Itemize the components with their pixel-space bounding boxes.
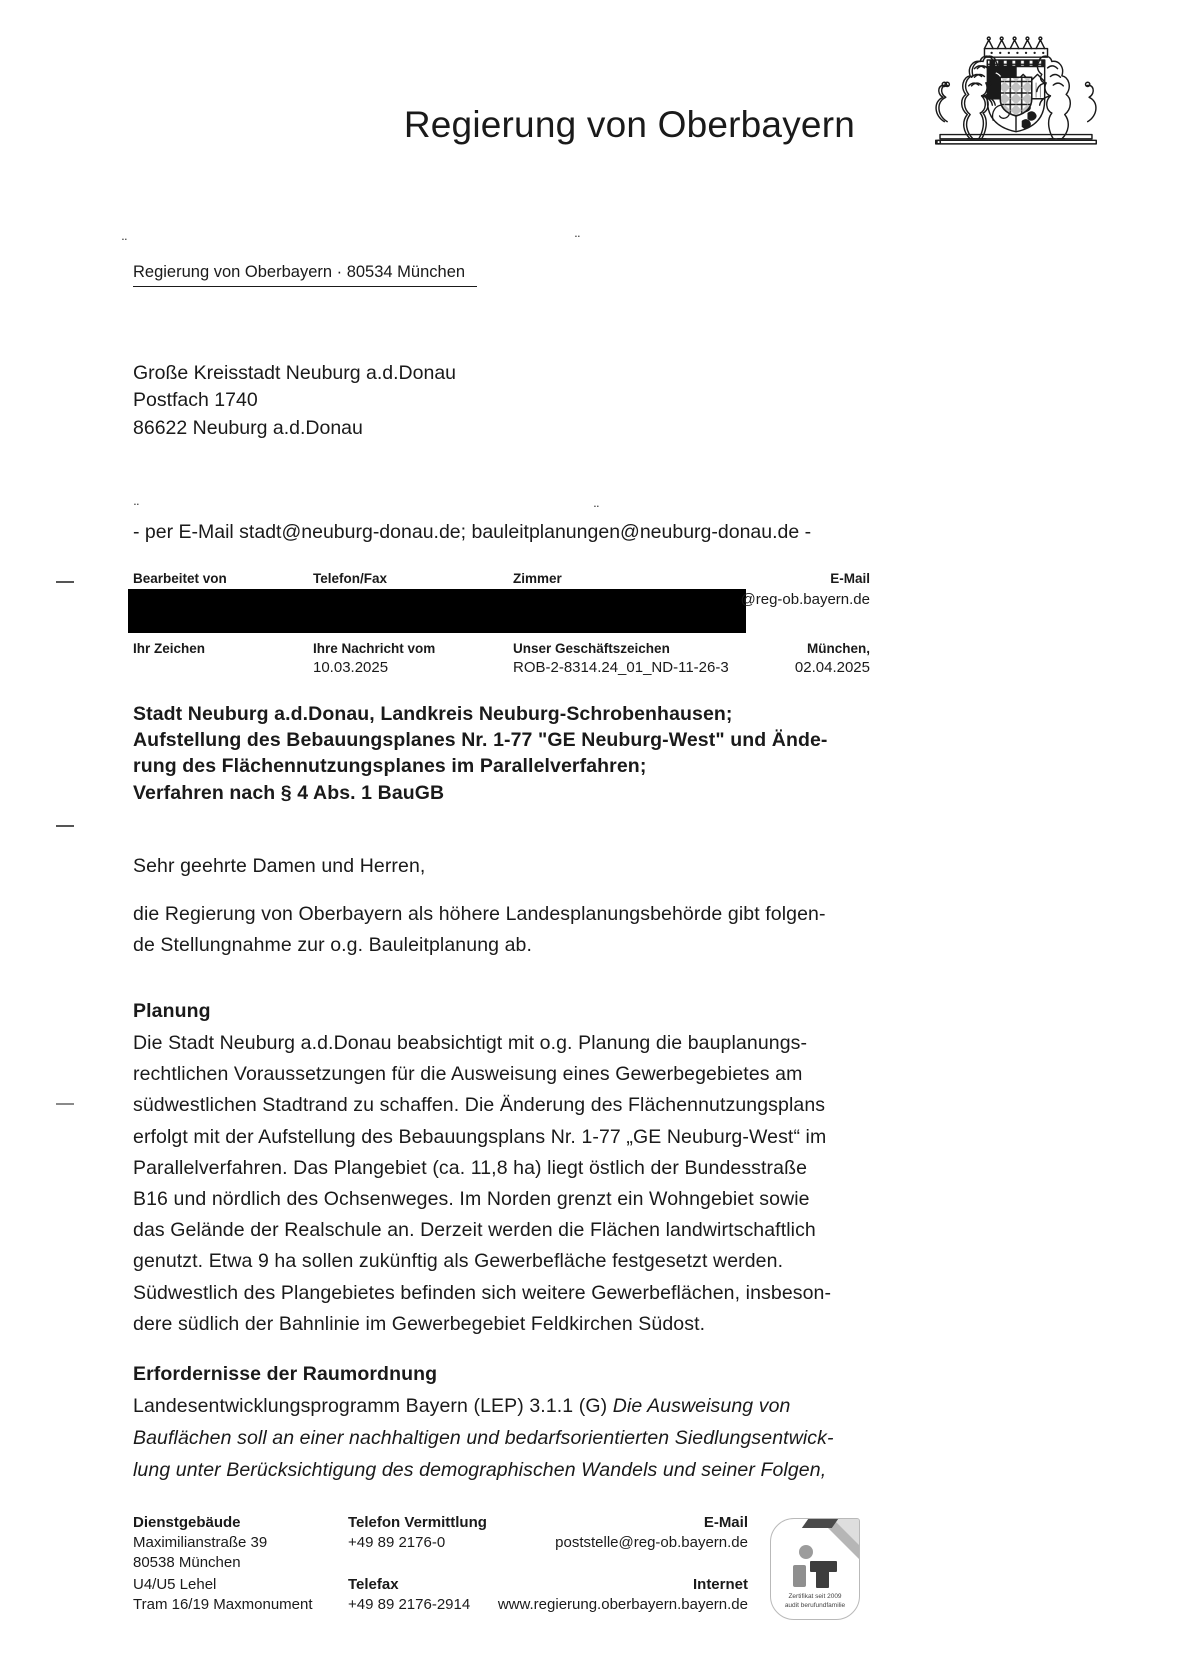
ref-value-geschaeftszeichen: ROB-2-8314.24_01_ND-11-26-3 [513,659,729,676]
sender-return-address: Regierung von Oberbayern · 80534 München [133,263,477,287]
contact-header-email: E-Mail [830,571,870,586]
scan-artifact-mark: ¨ [134,501,139,518]
fold-mark [56,825,74,827]
paragraph-line: südwestlichen Stadtrand zu schaffen. Die Änderung des Flächennutzungsplans [133,1094,826,1117]
bavarian-coat-of-arms-icon [930,30,1102,156]
paragraph-line: Die Stadt Neuburg a.d.Donau beabsichtigt mit o.g. Planung die bauplanungs- [133,1032,808,1054]
contact-header-zimmer: Zimmer [513,571,562,586]
paragraph-line: genutzt. Etwa 9 ha sollen zukünftig als Gewerbefläche festgesetzt werden. [133,1250,784,1273]
paragraph-line: erfolgt mit der Aufstellung des Bebauungsplans Nr. 1-77 „GE Neuburg-West“ im [133,1125,827,1148]
intro-paragraph [133,899,826,961]
subject-block [133,701,828,806]
lep-reference: Landesentwicklungsprogramm Bayern (LEP) 3.1.1 (G) [133,1395,613,1417]
badge-person-body-right [816,1561,829,1588]
footer-line: U4/U5 Lehel [133,1576,217,1593]
section-heading-planung: Planung [133,1000,211,1022]
recipient-line: 86622 Neuburg a.d.Donau [133,416,363,439]
recipient-address [133,360,456,442]
scan-artifact-mark: ¨ [594,503,599,520]
paragraph-line: das Gelände der Realschule an. Derzeit werden die Flächen landwirtschaftlich [133,1219,816,1242]
footer-internet [418,1575,748,1615]
footer-line: www.regierung.oberbayern.bayern.de [497,1596,748,1613]
footer-line: +49 89 2176-0 [348,1534,446,1551]
audit-berufundfamilie-badge-icon [770,1518,860,1620]
scan-artifact-mark: ¨ [122,236,127,253]
paragraph-line: Parallelverfahren. Das Plangebiet (ca. 11,8 ha) liegt östlich der Bundesstraße [133,1156,808,1179]
fold-mark [56,581,74,583]
section-heading-raumordnung: Erfordernisse der Raumordnung [133,1363,438,1385]
badge-text [771,1593,859,1610]
badge-text-line: audit berufundfamilie [784,1601,846,1609]
ref-header-unser-geschaeftszeichen: Unser Geschäftszeichen [513,641,670,656]
footer-heading-internet: Internet [692,1576,748,1593]
paragraph-line [133,1391,834,1423]
paragraph-line: B16 und nördlich des Ochsenweges. Im Norden grenzt ein Wohngebiet sowie [133,1188,810,1211]
footer-line: Tram 16/19 Maxmonument [133,1596,313,1613]
badge-person-head [799,1545,813,1559]
footer-heading-telefon: Telefon Vermittlung [348,1514,487,1531]
scan-artifact-mark: ¨ [575,233,580,250]
footer-transit [133,1575,313,1615]
salutation: Sehr geehrte Damen und Herren, [133,855,426,877]
subject-line: rung des Flächennutzungsplanes im Parallelverfahren; [133,755,647,778]
subject-line: Stadt Neuburg a.d.Donau, Landkreis Neuburg-Schrobenhausen; [133,703,733,725]
ref-header-muenchen: München, [807,641,870,656]
lep-quote: Die Ausweisung von [612,1395,791,1417]
paragraph-line: die Regierung von Oberbayern als höhere Landesplanungsbehörde gibt folgen- [133,903,826,925]
fold-mark [56,1103,74,1105]
paragraph-line: lung unter Berücksichtigung des demographischen Wandels und seiner Folgen, [133,1458,827,1481]
paragraph-line: Südwestlich des Plangebietes befinden sich weitere Gewerbeflächen, insbeson- [133,1281,832,1304]
subject-line: Verfahren nach § 4 Abs. 1 BauGB [133,781,445,804]
paragraph-line: Bauflächen soll an einer nachhaltigen und bedarfsorientierten Siedlungsentwick- [133,1426,834,1449]
raumordnung-paragraph [133,1391,834,1486]
contact-header-telefon-fax: Telefon/Fax [313,571,388,586]
ref-header-ihr-zeichen: Ihr Zeichen [133,641,206,656]
footer-line: 80538 München [133,1554,241,1571]
contact-email-domain: @reg-ob.bayern.de [740,591,870,608]
footer-email [418,1513,748,1553]
footer-heading-dienstgebaeude: Dienstgebäude [133,1514,241,1531]
badge-text-line: Zertifikat seit 2009 [788,1593,842,1600]
badge-wedge [802,1519,838,1528]
footer-office-address [133,1513,267,1573]
paragraph-line: dere südlich der Bahnlinie im Gewerbegebiet Feldkirchen Südost. [133,1312,706,1335]
footer-line: +49 89 2176-2914 [348,1596,471,1613]
footer-line: poststelle@reg-ob.bayern.de [555,1534,748,1551]
planung-paragraph [133,1028,831,1340]
footer-heading-telefax: Telefax [348,1576,399,1593]
ref-header-ihre-nachricht-vom: Ihre Nachricht vom [313,641,436,656]
delivery-note: - per E-Mail stadt@neuburg-donau.de; bauleitplanungen@neuburg-donau.de - [133,521,812,543]
footer-line: Maximilianstraße 39 [133,1534,268,1551]
recipient-line: Postfach 1740 [133,389,258,412]
paragraph-line: de Stellungnahme zur o.g. Bauleitplanung ab. [133,934,533,957]
footer-heading-email: E-Mail [703,1514,748,1531]
ref-value-nachricht-datum: 10.03.2025 [313,659,389,676]
subject-line: Aufstellung des Bebauungsplanes Nr. 1-77 "GE Neuburg-West" und Ände- [133,729,828,752]
paragraph-line: rechtlichen Voraussetzungen für die Ausweisung eines Gewerbegebietes am [133,1063,803,1086]
letterhead-title: Regierung von Oberbayern [403,104,855,145]
badge-person-body-left [793,1565,806,1587]
recipient-line: Große Kreisstadt Neuburg a.d.Donau [133,362,457,384]
contact-header-bearbeitet-von: Bearbeitet von [133,571,227,586]
redaction-box [128,589,746,633]
badge-ribbon-fold [833,1519,859,1545]
ref-value-datum: 02.04.2025 [794,659,870,676]
